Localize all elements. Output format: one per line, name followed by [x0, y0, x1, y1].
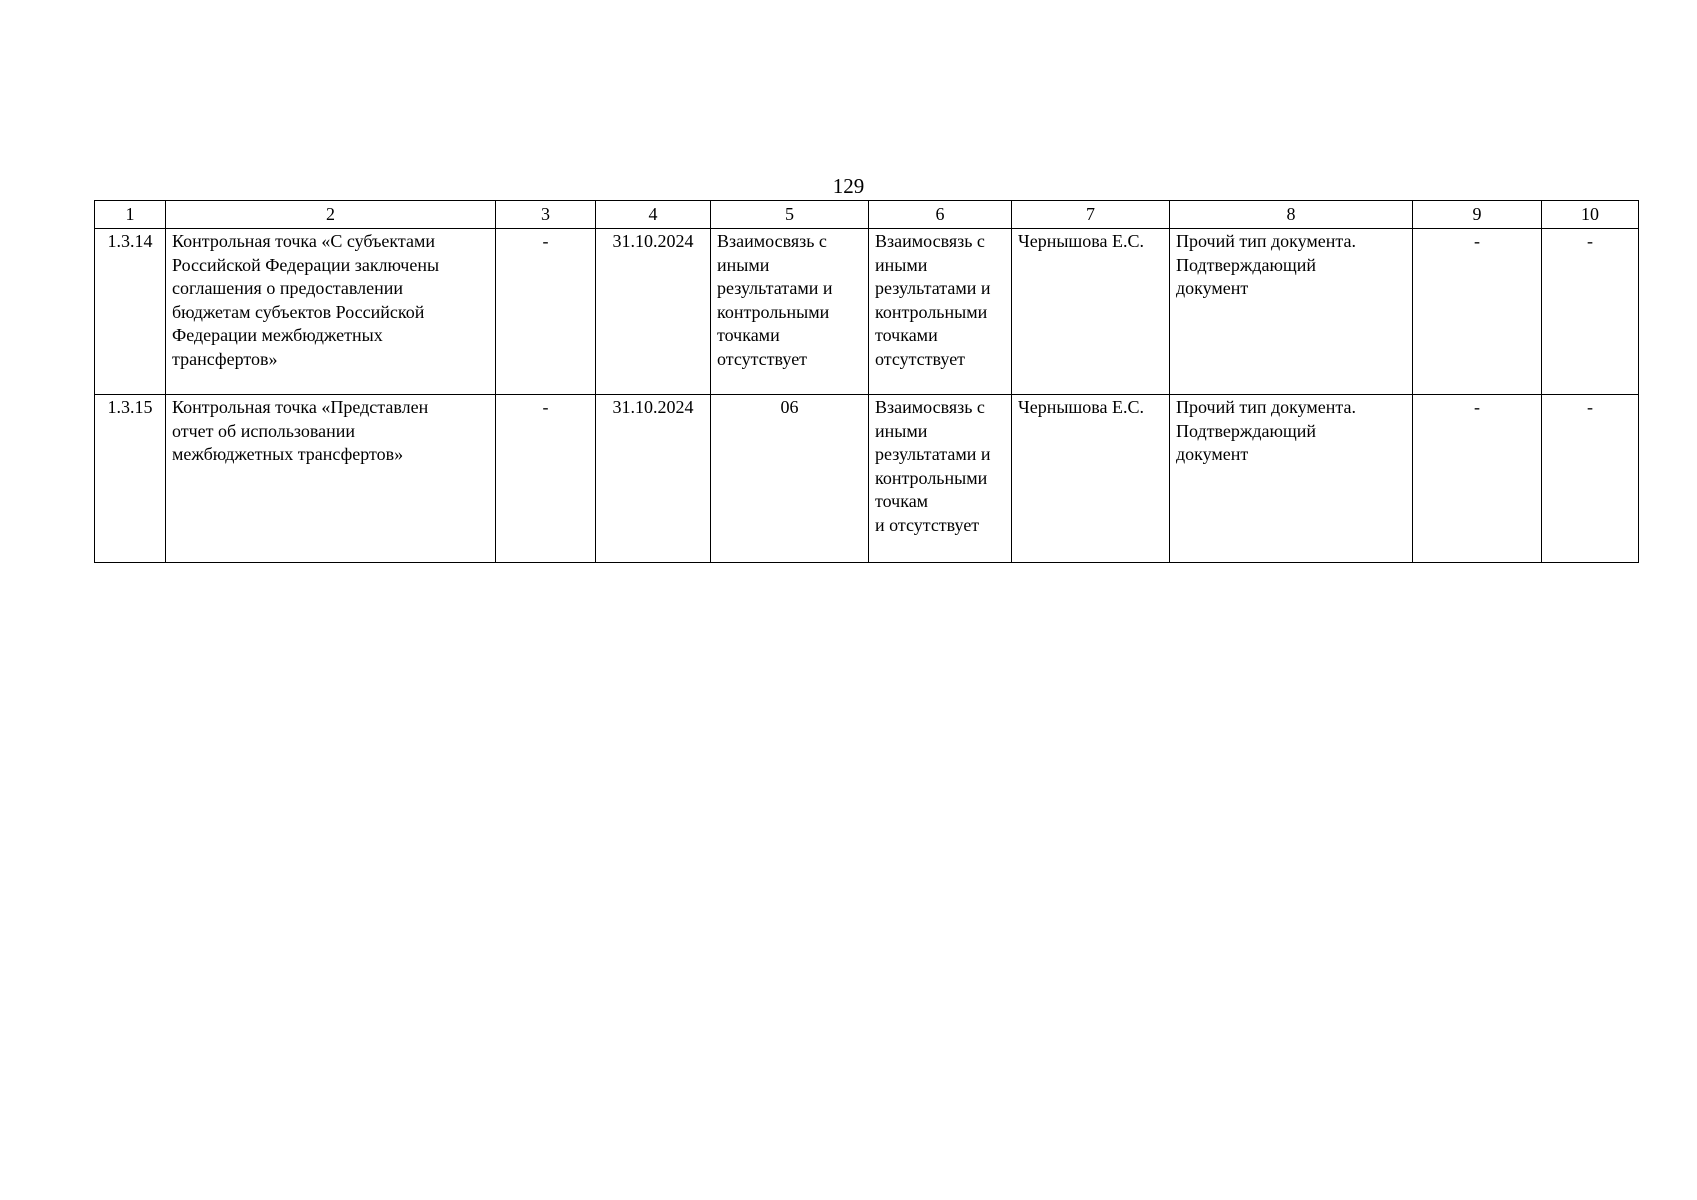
column-header-9: 9 [1413, 201, 1542, 229]
text-line: бюджетам субъектов Российской [172, 301, 425, 322]
column-header-3: 3 [496, 201, 596, 229]
text-line: Федерации межбюджетных [172, 325, 383, 345]
text-line: точками [875, 325, 938, 345]
cell-responsible: Чернышова Е.С. [1012, 395, 1170, 563]
text-line: отсутствует [717, 348, 808, 369]
cell-col9: - [1413, 229, 1542, 395]
text-line: документ [1176, 444, 1249, 464]
text-line: межбюджетных трансфертов» [172, 444, 404, 464]
text-line: иными [875, 254, 928, 275]
text-line: Подтверждающий [1176, 420, 1317, 441]
column-header-8: 8 [1170, 201, 1413, 229]
cell-document-type [1170, 395, 1413, 563]
text-line: результатами и [875, 278, 991, 298]
row-number: 1.3.15 [95, 395, 166, 563]
text-line: точками [717, 325, 780, 345]
text-line: Прочий тип документа. [1176, 231, 1356, 251]
cell-col10: - [1542, 395, 1639, 563]
text-line: соглашения о предоставлении [172, 278, 404, 298]
text-line: Российской Федерации заключены [172, 254, 440, 275]
text-line: иными [717, 254, 770, 275]
text-line: и отсутствует [875, 514, 980, 535]
cell-date: 31.10.2024 [596, 395, 711, 563]
text-line: отсутствует [875, 348, 966, 369]
cell-col3: - [496, 395, 596, 563]
cell-document-type [1170, 229, 1413, 395]
cell-date: 31.10.2024 [596, 229, 711, 395]
column-header-10: 10 [1542, 201, 1639, 229]
cell-col10: - [1542, 229, 1639, 395]
column-header-1: 1 [95, 201, 166, 229]
column-header-6: 6 [869, 201, 1012, 229]
text-line: иными [875, 420, 928, 441]
cell-col5 [711, 229, 869, 395]
cell-col6 [869, 395, 1012, 563]
text-line: контрольными [875, 301, 988, 322]
text-line: Контрольная точка «С субъектами [172, 231, 435, 251]
control-point-name [166, 229, 496, 395]
text-line: контрольными [717, 301, 830, 322]
cell-responsible: Чернышова Е.С. [1012, 229, 1170, 395]
text-line: Контрольная точка «Представлен [172, 397, 429, 417]
cell-col3: - [496, 229, 596, 395]
row-number: 1.3.14 [95, 229, 166, 395]
column-header-2: 2 [166, 201, 496, 229]
text-line: Прочий тип документа. [1176, 397, 1356, 417]
table-header-row [95, 201, 1639, 229]
control-point-name [166, 395, 496, 563]
text-line: трансфертов» [172, 348, 278, 369]
text-line: результатами и [717, 278, 833, 298]
text-line: результатами и [875, 444, 991, 464]
column-header-4: 4 [596, 201, 711, 229]
control-points-table [94, 200, 1639, 563]
text-line: контрольными [875, 467, 988, 488]
text-line: Взаимосвязь с [717, 231, 827, 251]
cell-col5: 06 [711, 395, 869, 563]
text-line: документ [1176, 278, 1249, 298]
table-row [95, 229, 1639, 395]
column-header-5: 5 [711, 201, 869, 229]
text-line: отчет об использовании [172, 420, 356, 441]
text-line: точкам [875, 491, 929, 511]
text-line: Взаимосвязь с [875, 397, 985, 417]
page-number: 129 [832, 174, 865, 198]
text-line: Взаимосвязь с [875, 231, 985, 251]
cell-col6 [869, 229, 1012, 395]
column-header-7: 7 [1012, 201, 1170, 229]
text-line: Подтверждающий [1176, 254, 1317, 275]
table-row [95, 395, 1639, 563]
cell-col9: - [1413, 395, 1542, 563]
